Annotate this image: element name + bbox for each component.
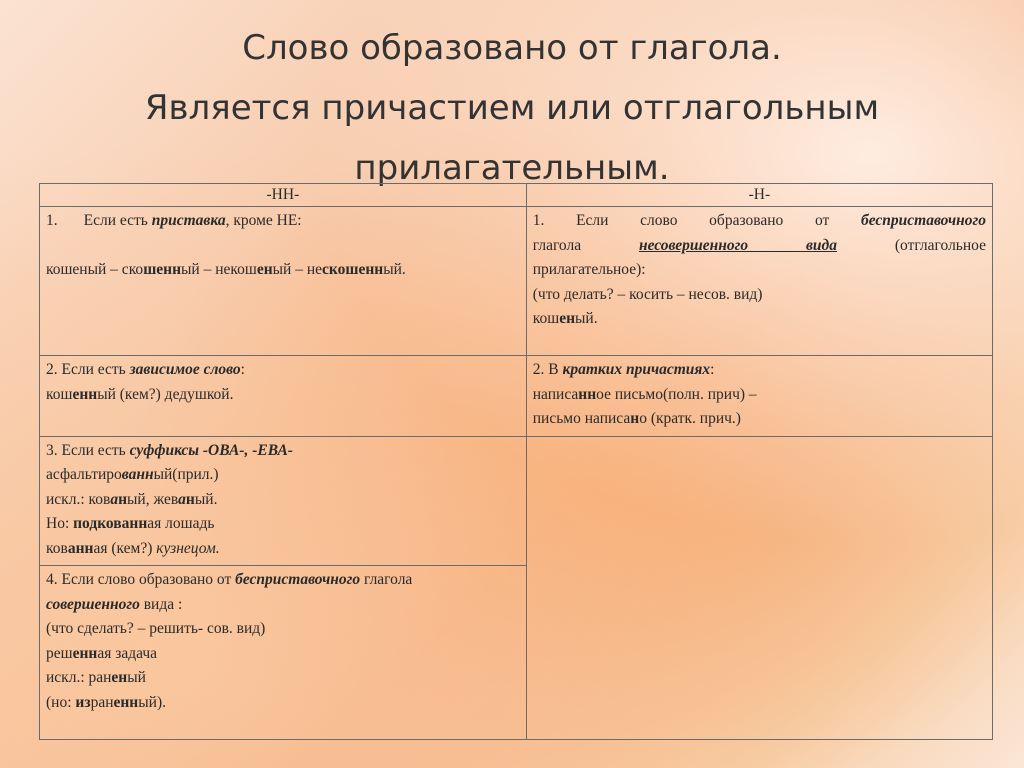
rule-1-nn-condition: 1. Если есть приставка, кроме НЕ: xyxy=(46,212,302,229)
slide-title xyxy=(0,18,1024,198)
rule-2-n-example-1: написанное письмо(полн. прич) – xyxy=(532,385,757,403)
rule-1-nn-example: кошеный – скошенный – некошеный – нескошенный. xyxy=(46,260,406,278)
rule-1-n-line-3: прилагательное): xyxy=(532,261,646,278)
title-line-3: прилагательным. xyxy=(354,148,670,188)
rule-2-nn-condition: 2. Если есть зависимое слово: xyxy=(46,361,245,378)
rule-2-nn-example: кошенный (кем?) дедушкой. xyxy=(46,385,234,403)
title-line-1: Слово образовано от глагола. xyxy=(242,28,782,68)
rule-2-n-condition: 2. В кратких причастиях: xyxy=(532,361,715,378)
rule-4-nn-exception: искл.: раненый xyxy=(46,669,146,686)
rule-4-nn-question: (что сделать? – решить- сов. вид) xyxy=(46,620,266,637)
header-row xyxy=(40,184,993,207)
rule-4-nn-exception-note: (но: израненный). xyxy=(46,693,166,711)
rule-3-nn xyxy=(40,436,527,566)
rule-1-nn xyxy=(40,207,527,356)
rule-3-nn-exception: искл.: кованый, жеваный. xyxy=(46,490,218,508)
rule-4-nn-example: решенная задача xyxy=(46,644,158,662)
rules-table xyxy=(39,183,993,740)
rule-1-n-line-4: (что делать? – косить – несов. вид) xyxy=(532,285,763,303)
header-n: -Н- xyxy=(526,184,992,207)
table-row xyxy=(40,356,993,437)
rule-3-nn-note: Но: подкованная лошадь xyxy=(46,515,215,532)
rule-4-nn-condition-2: совершенного вида : xyxy=(46,595,183,613)
empty-cell xyxy=(526,436,992,740)
rule-3-nn-note-example: кованная (кем?) кузнецом. xyxy=(46,539,220,557)
rule-1-n-example: кошеный. xyxy=(532,310,598,327)
title-line-2: Является причастием или отглагольным xyxy=(144,88,880,128)
rule-1-n-line-2: глагола несовершенного вида (отглагольное xyxy=(532,236,986,254)
table-row xyxy=(40,436,993,566)
rule-3-nn-example: асфальтированный(прил.) xyxy=(46,466,219,483)
rule-2-nn xyxy=(40,356,527,437)
rule-2-n-example-2: письмо написано (кратк. прич.) xyxy=(532,410,741,427)
rule-3-nn-condition: 3. Если есть суффиксы -ОВА-, -ЕВА- xyxy=(46,441,293,459)
spacer xyxy=(46,234,520,258)
rule-1-n-line-1: 1. Если слово образовано от бесприставочного xyxy=(532,212,986,229)
rule-4-nn xyxy=(40,566,527,740)
rule-2-n xyxy=(526,356,992,437)
rule-1-n xyxy=(526,207,992,356)
header-nn: -НН- xyxy=(40,184,527,207)
rule-4-nn-condition: 4. Если слово образовано от бесприставочного глагола xyxy=(46,571,413,588)
table-row xyxy=(40,207,993,356)
